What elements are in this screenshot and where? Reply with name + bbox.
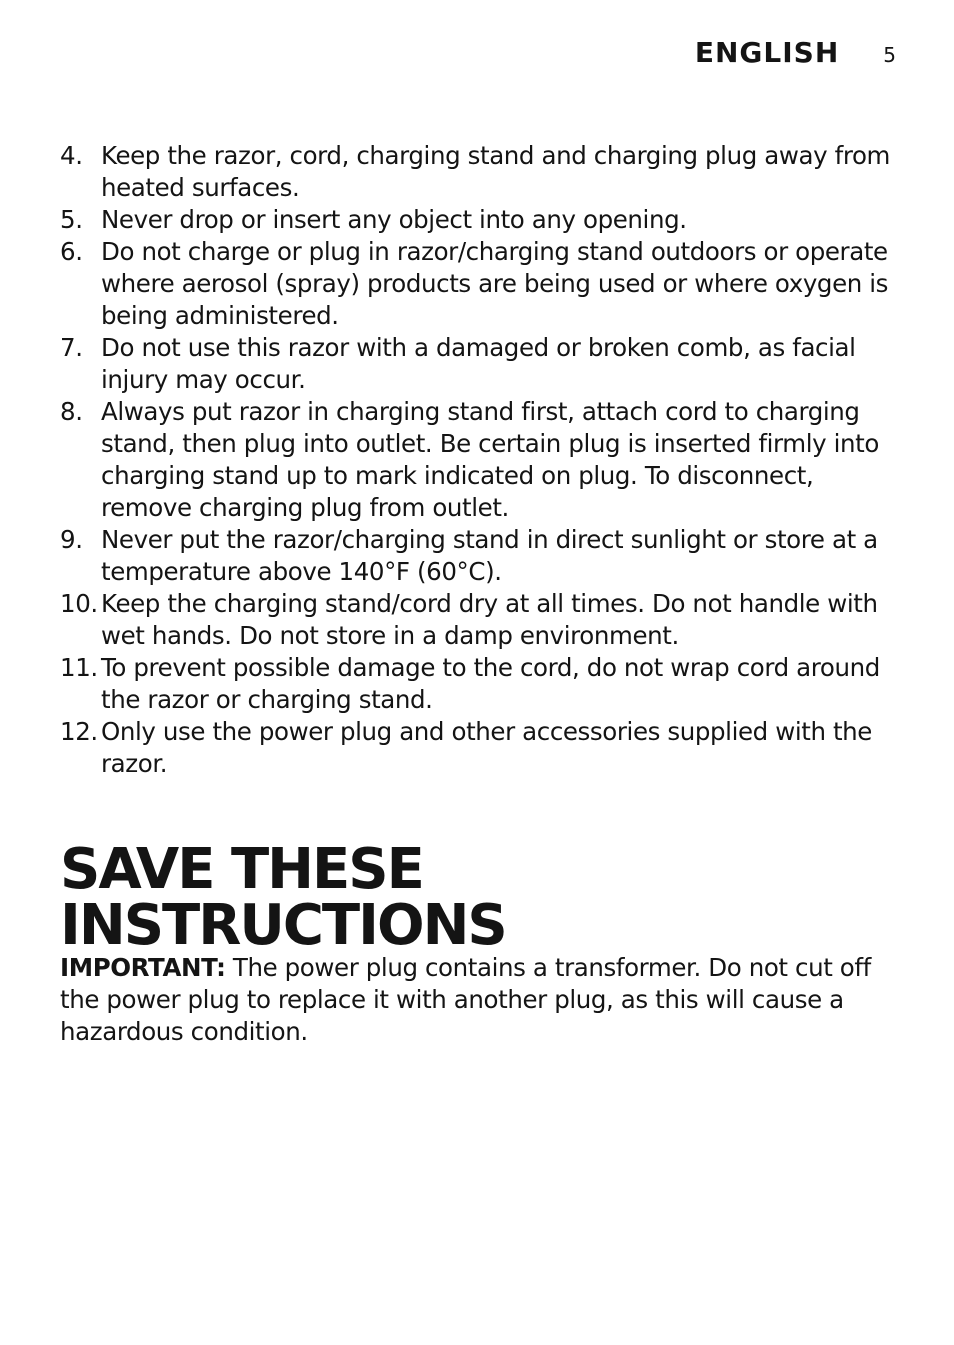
item-text: Do not charge or plug in razor/charging stand outdoors or operate where aerosol (spray) products are being used or where oxygen is being administered.: [101, 237, 889, 330]
list-item: [60, 204, 900, 236]
item-number: 9.: [60, 525, 83, 554]
item-text: Keep the charging stand/cord dry at all times. Do not handle with wet hands. Do not store in a damp environment.: [101, 589, 878, 650]
item-text: To prevent possible damage to the cord, do not wrap cord around the razor or charging stand.: [101, 653, 880, 714]
section-title: [60, 837, 506, 958]
section-title-line: SAVE THESE: [60, 837, 423, 902]
language-label: ENGLISH: [694, 36, 840, 69]
item-text: Keep the razor, cord, charging stand and charging plug away from heated surfaces.: [101, 141, 891, 202]
page-header: [695, 36, 896, 69]
list-item: [60, 332, 900, 396]
item-text: Do not use this razor with a damaged or broken comb, as facial injury may occur.: [101, 333, 856, 394]
item-text: Always put razor in charging stand first, attach cord to charging stand, then plug into outlet. Be certain plug is inserted firmly into charging stand up to mark indicated on plug. To disconnect, remove charging plug from outlet.: [101, 397, 879, 522]
safety-instructions-list: [60, 140, 900, 780]
item-number: 6.: [60, 237, 83, 266]
item-number: 7.: [60, 333, 83, 362]
item-number: 5.: [60, 205, 83, 234]
item-text: Only use the power plug and other accessories supplied with the razor.: [101, 717, 872, 778]
item-number: 11.: [60, 653, 98, 682]
section-title-line: INSTRUCTIONS: [60, 893, 506, 958]
important-text: The power plug contains a transformer. Do not cut off the power plug to replace it with another plug, as this will cause a hazardous condition.: [60, 953, 871, 1046]
item-number: 12.: [60, 717, 98, 746]
item-text: Never drop or insert any object into any opening.: [101, 205, 687, 234]
page-number: 5: [883, 43, 896, 67]
list-item: [60, 716, 900, 780]
item-number: 10.: [60, 589, 98, 618]
item-text: Never put the razor/charging stand in direct sunlight or store at a temperature above 140°F (60°C).: [101, 525, 878, 586]
list-item: [60, 524, 900, 588]
list-item: [60, 236, 900, 332]
list-item: [60, 140, 900, 204]
list-item: [60, 396, 900, 524]
item-number: 8.: [60, 397, 83, 426]
item-number: 4.: [60, 141, 83, 170]
important-label: IMPORTANT:: [60, 953, 226, 982]
list-item: [60, 652, 900, 716]
important-notice: [60, 952, 900, 1048]
list-item: [60, 588, 900, 652]
